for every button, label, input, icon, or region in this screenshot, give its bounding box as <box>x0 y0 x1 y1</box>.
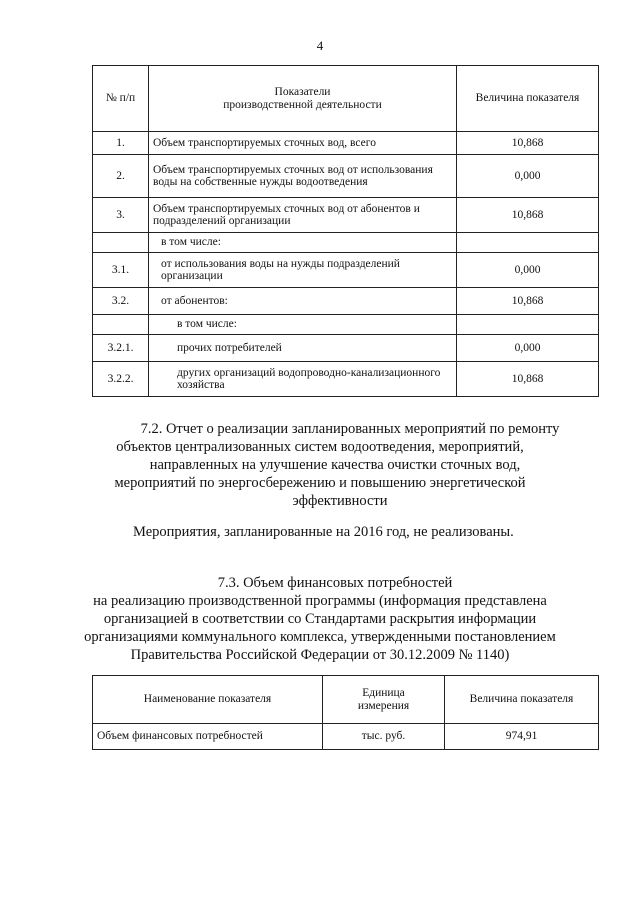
table-row <box>93 253 599 288</box>
row-num: 1. <box>93 132 149 155</box>
row-text: других организаций водопроводно-канализационного хозяйства <box>149 362 457 397</box>
row-text: Объем транспортируемых сточных вод, всего <box>149 132 457 155</box>
row-value: 10,868 <box>457 288 599 315</box>
page-number: 4 <box>316 38 324 53</box>
section-7-2-heading <box>0 420 640 510</box>
header-value: Величина показателя <box>457 66 599 132</box>
header-name: Наименование показателя <box>93 676 323 724</box>
section-7-3-line5: Правительства Российской Федерации от 30.12.2009 № 1140) <box>130 647 510 663</box>
row-text: Объем транспортируемых сточных вод от абонентов и подразделений организации <box>149 198 457 233</box>
row-num <box>93 233 149 253</box>
section-7-2-line3: направленных на улучшение качества очистки сточных вод, <box>149 457 521 473</box>
table-row <box>93 198 599 233</box>
row-unit: тыс. руб. <box>323 724 445 750</box>
row-num <box>93 315 149 335</box>
table-row <box>93 315 599 335</box>
table-row <box>93 724 599 750</box>
row-num: 3.1. <box>93 253 149 288</box>
header-num: № п/п <box>93 66 149 132</box>
row-text: Объем транспортируемых сточных вод от использования воды на собственные нужды водоотведения <box>149 155 457 198</box>
section-7-2-line5: эффективности <box>292 493 388 509</box>
table-row <box>93 335 599 362</box>
row-num: 3. <box>93 198 149 233</box>
header-indicator <box>149 66 457 132</box>
row-num: 2. <box>93 155 149 198</box>
section-7-2-line4: мероприятий по энергосбережению и повышению энергетической <box>114 475 526 491</box>
header-unit-line2: измерения <box>357 699 410 712</box>
row-value: 0,000 <box>457 253 599 288</box>
row-num: 3.2. <box>93 288 149 315</box>
row-value <box>457 315 599 335</box>
row-name: Объем финансовых потребностей <box>93 724 323 750</box>
table-row <box>93 288 599 315</box>
header-indicator-line1: Показатели <box>274 86 331 98</box>
row-num: 3.2.1. <box>93 335 149 362</box>
table-row <box>93 155 599 198</box>
row-value <box>457 233 599 253</box>
financial-needs-table <box>92 675 599 750</box>
row-value: 10,868 <box>457 198 599 233</box>
section-7-3-line4: организациями коммунального комплекса, утвержденными постановлением <box>84 629 556 645</box>
section-7-3-line3: организацией в соответствии со Стандартами раскрытия информации <box>103 611 537 627</box>
table-header-row <box>93 676 599 724</box>
production-indicators-table <box>92 65 599 397</box>
section-7-2-paragraph: Мероприятия, запланированные на 2016 год, не реализованы. <box>133 524 514 540</box>
section-7-3-line1: 7.3. Объем финансовых потребностей <box>217 575 453 591</box>
row-text: прочих потребителей <box>149 335 457 362</box>
section-7-3-line2: на реализацию производственной программы (информация представлена <box>93 593 547 609</box>
table-header-row <box>93 66 599 132</box>
header-indicator-line2: производственной деятельности <box>223 98 382 111</box>
row-text: в том числе: <box>149 233 457 253</box>
table-row <box>93 362 599 397</box>
header-unit-line1: Единица <box>362 686 405 699</box>
row-value: 0,000 <box>457 335 599 362</box>
row-value: 0,000 <box>457 155 599 198</box>
section-7-2-line1: 7.2. Отчет о реализации запланированных мероприятий по ремонту <box>140 421 560 437</box>
section-7-2-line2: объектов централизованных систем водоотведения, мероприятий, <box>116 439 524 455</box>
row-text: от абонентов: <box>149 288 457 315</box>
table-row <box>93 233 599 253</box>
row-num: 3.2.2. <box>93 362 149 397</box>
row-value: 10,868 <box>457 362 599 397</box>
row-value: 10,868 <box>457 132 599 155</box>
table-row <box>93 132 599 155</box>
row-value: 974,91 <box>445 724 599 750</box>
row-text: от использования воды на нужды подразделений организации <box>149 253 457 288</box>
header-value: Величина показателя <box>445 676 599 724</box>
section-7-3-heading <box>0 574 640 664</box>
header-unit <box>323 676 445 724</box>
row-text: в том числе: <box>149 315 457 335</box>
